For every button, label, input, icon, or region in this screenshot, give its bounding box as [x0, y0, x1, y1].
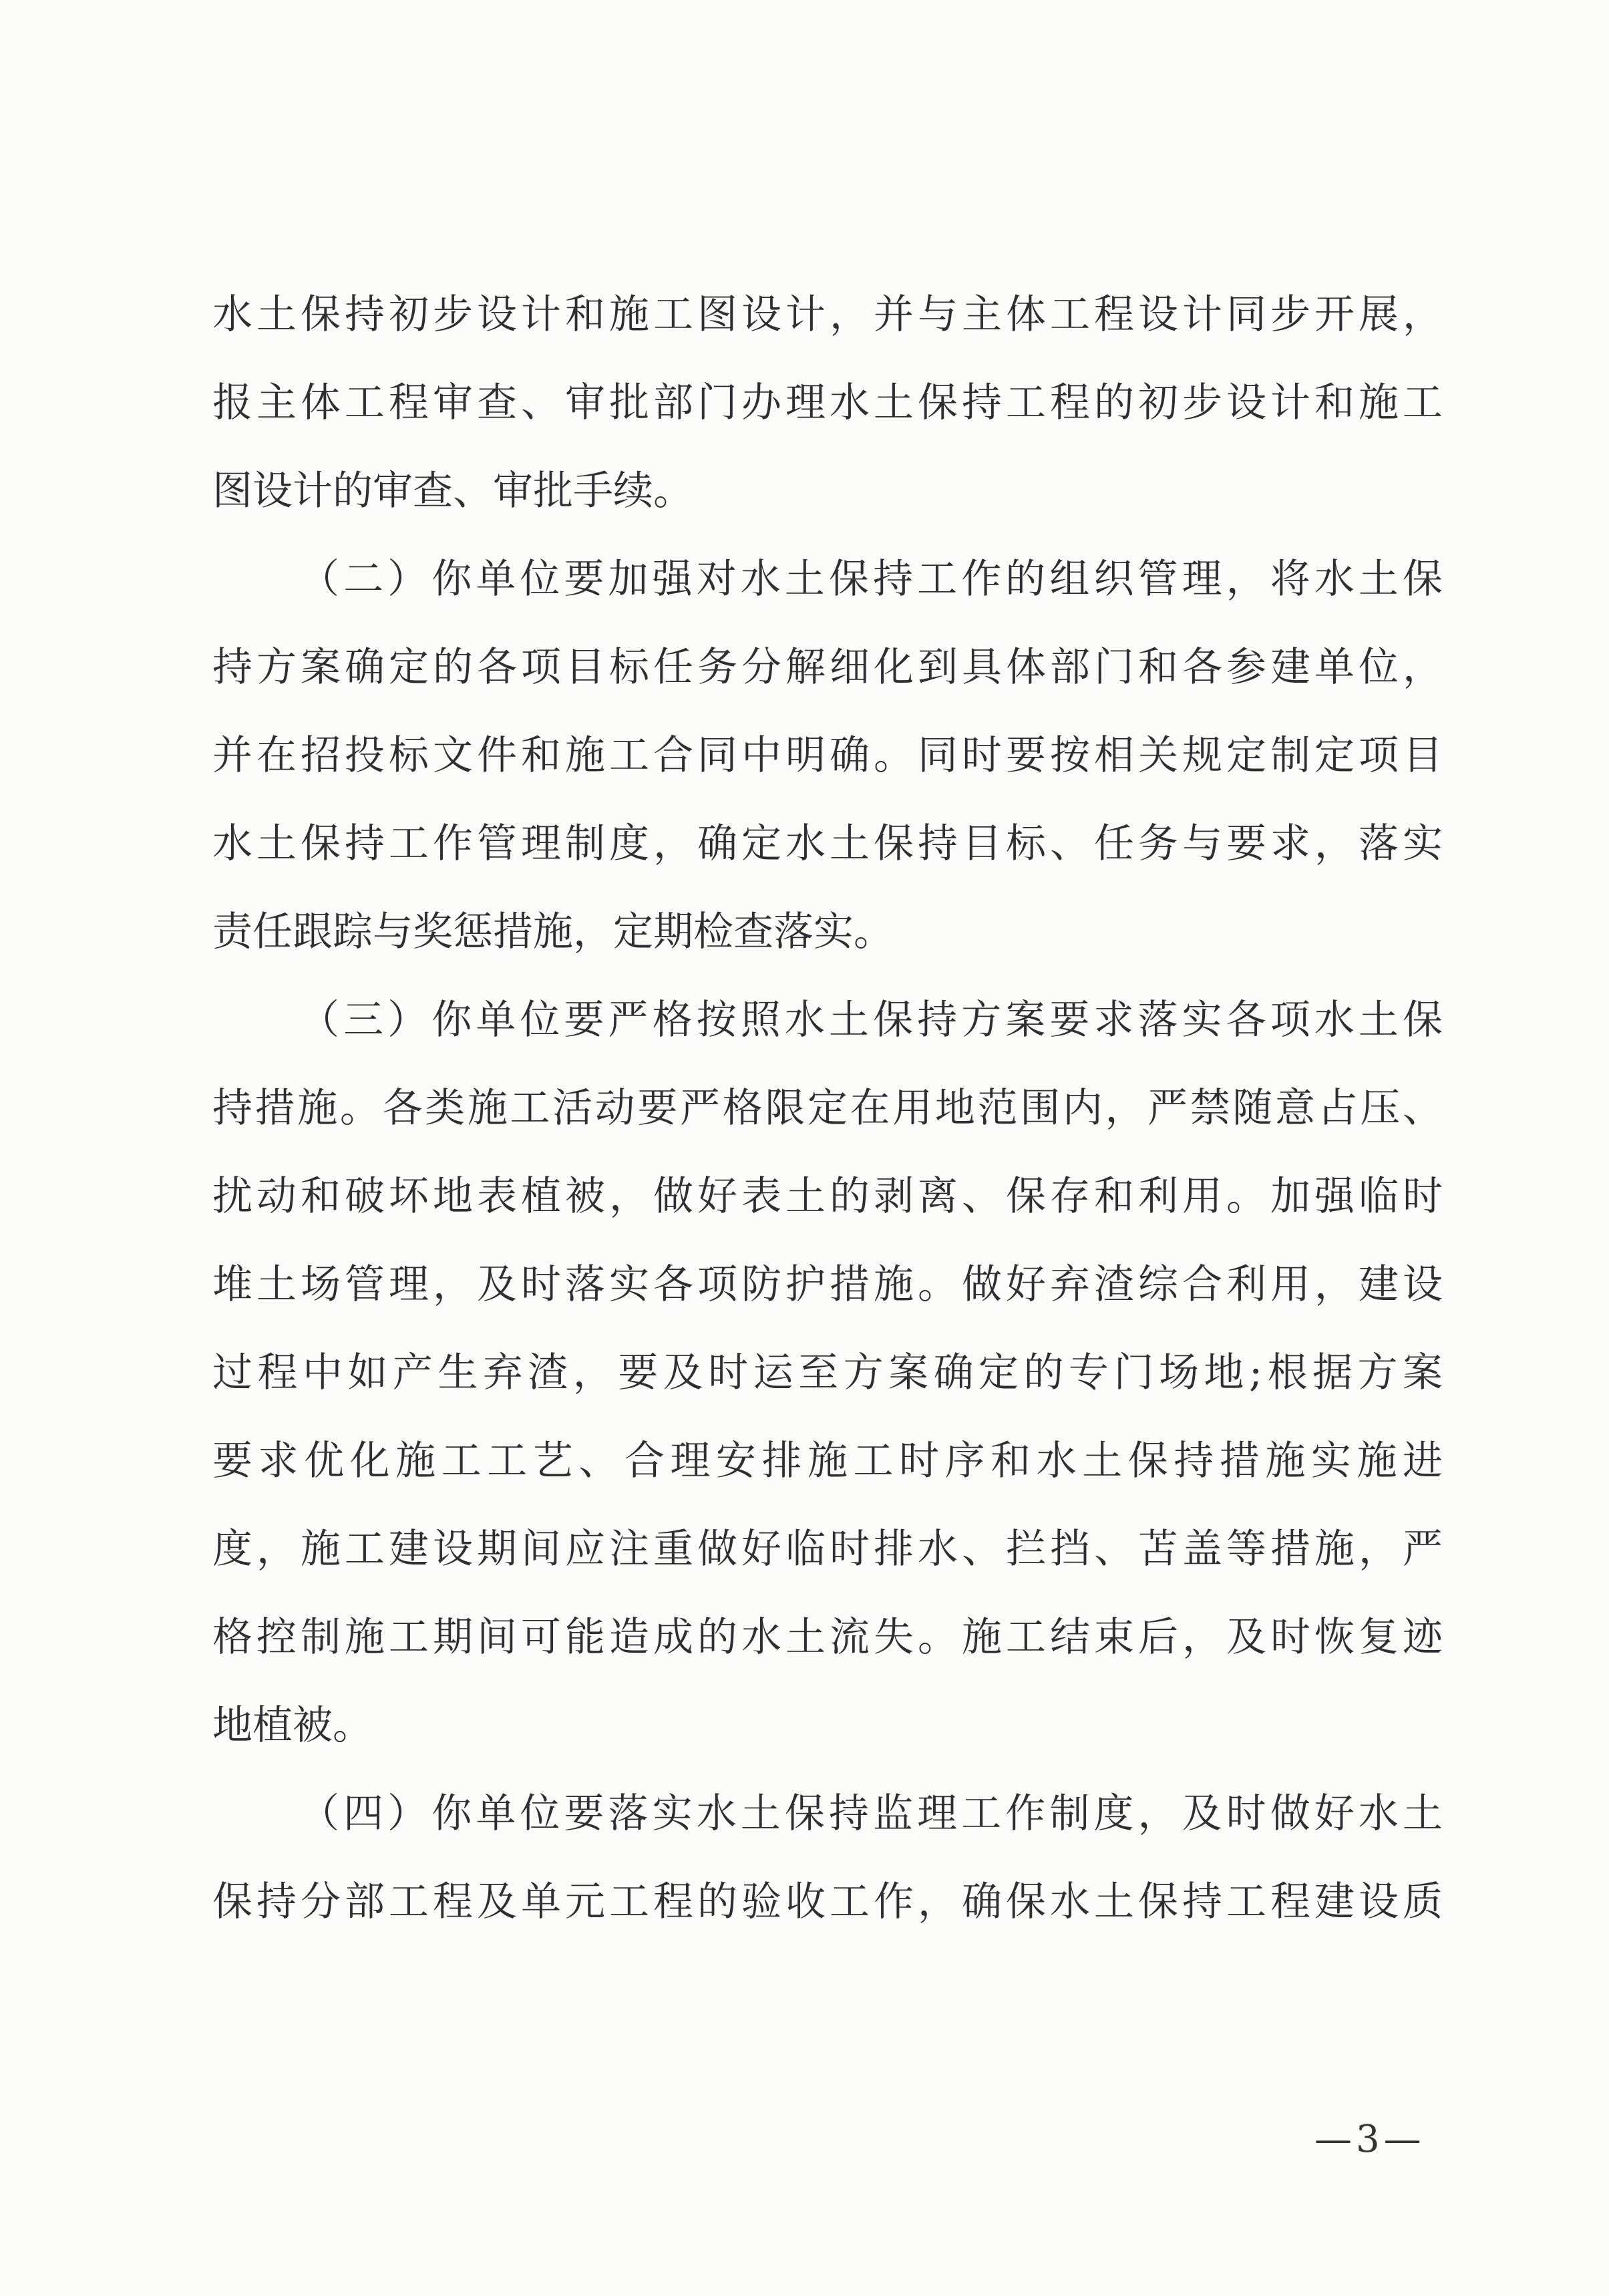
text-line: 持方案确定的各项目标任务分解细化到具体部门和各参建单位， — [212, 644, 1443, 691]
text-line: 图设计的审查、审批手续。 — [212, 468, 693, 514]
text-line: 地植被。 — [212, 1702, 373, 1749]
text-line: 保持分部工程及单元工程的验收工作，确保水土保持工程建设质 — [212, 1878, 1443, 1925]
paragraph-3-start: （三）你单位要严格按照水土保持方案要求落实各项水土保 — [299, 997, 1443, 1043]
text-line: 持措施。各类施工活动要严格限定在用地范围内，严禁随意占压、 — [212, 1085, 1443, 1132]
text-line: 水土保持工作管理制度，确定水土保持目标、任务与要求，落实 — [212, 820, 1443, 867]
text-line: 过程中如产生弃渣，要及时运至方案确定的专门场地;根据方案 — [212, 1349, 1443, 1396]
paragraph-4-start: （四）你单位要落实水土保持监理工作制度，及时做好水土 — [299, 1790, 1443, 1837]
page-number: —3— — [1314, 2118, 1425, 2161]
text-line: 度，施工建设期间应注重做好临时排水、拦挡、苫盖等措施，严 — [212, 1526, 1443, 1573]
text-line: 并在招投标文件和施工合同中明确。同时要按相关规定制定项目 — [212, 732, 1443, 779]
paragraph-2-start: （二）你单位要加强对水土保持工作的组织管理，将水土保 — [299, 556, 1443, 603]
text-line: 要求优化施工工艺、合理安排施工时序和水土保持措施实施进 — [212, 1438, 1443, 1484]
text-line: 扰动和破坏地表植被，做好表土的剥离、保存和利用。加强临时 — [212, 1173, 1443, 1220]
text-line: 报主体工程审查、审批部门办理水土保持工程的初步设计和施工 — [212, 379, 1443, 426]
text-line: 堆土场管理，及时落实各项防护措施。做好弃渣综合利用，建设 — [212, 1261, 1443, 1308]
text-line: 水土保持初步设计和施工图设计，并与主体工程设计同步开展， — [212, 291, 1443, 338]
text-line: 格控制施工期间可能造成的水土流失。施工结束后，及时恢复迹 — [212, 1614, 1443, 1661]
document-body — [212, 271, 1443, 1946]
text-line: 责任跟踪与奖惩措施，定期检查落实。 — [212, 909, 894, 955]
